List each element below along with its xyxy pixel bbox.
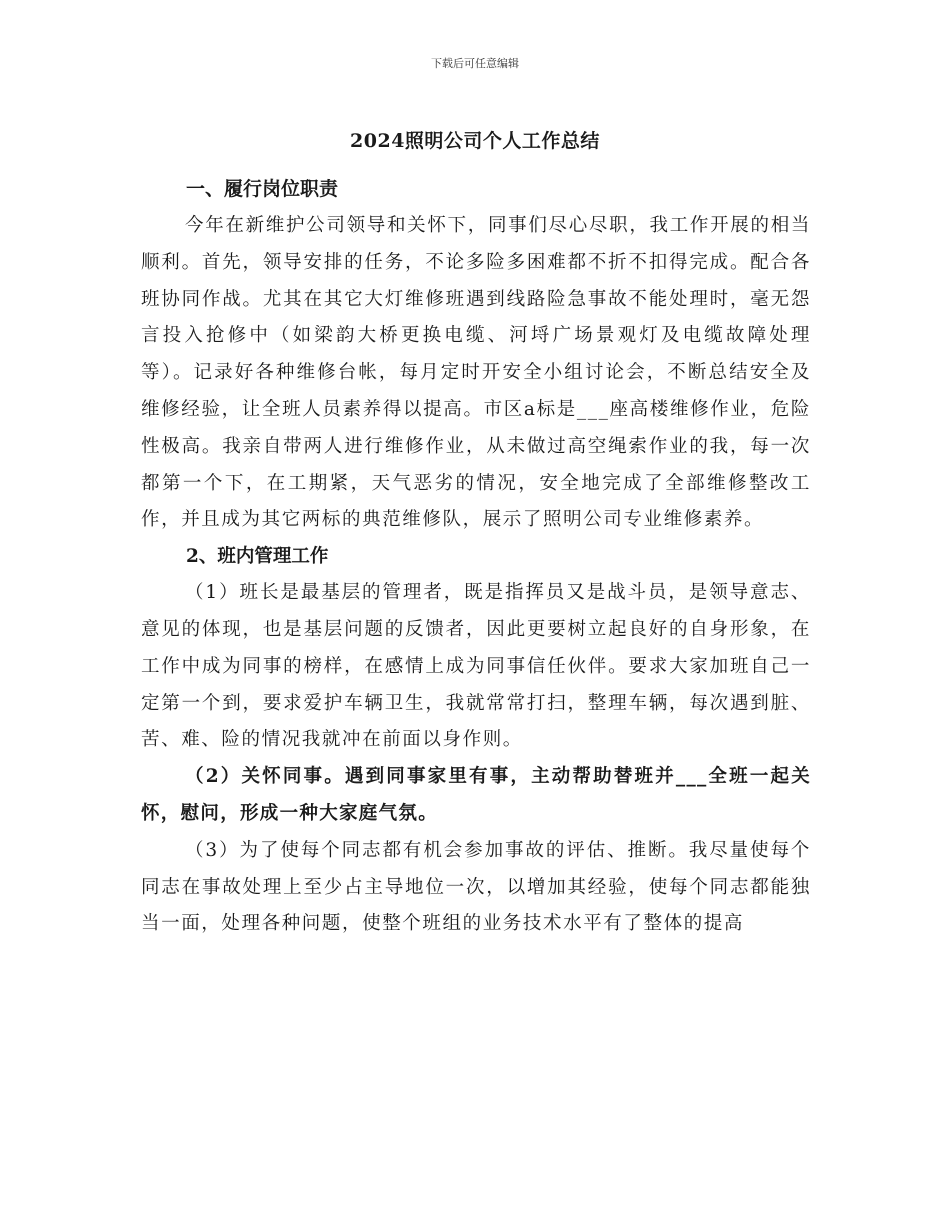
section1-heading: 一、履行岗位职责 — [186, 178, 339, 200]
section1-paragraph: 今年在新维护公司领导和关怀下，同事们尽心尽职，我工作开展的相当顺利。首先，领导安排的任务，不论多险多困难都不折不扣得完成。配合各班协同作战。尤其在其它大灯维修班遇到线路险急事故不能处理时，毫无怨言投入抢修中（如梁韵大桥更换电缆、河埒广场景观灯及电缆故障处理等）。记录好各种维修台帐，每月定时开安全小组讨论会，不断总结安全及维修经验，让全班人员素养得以提高。市区a标是___座高楼维修作业，危险性极高。我亲自带两人进行维修作业，从未做过高空绳索作业的我，每一次都第一个下，在工期紧，天气恶劣的情况，安全地完成了全部维修整改工作，并且成为其它两标的典范维修队，展示了照明公司专业维修素养。 — [141, 215, 811, 531]
section2-item-3: （3）为了使每个同志都有机会参加事故的评估、推断。我尽量使每个同志在事故处理上至少占主导地位一次，以增加其经验，使每个同志都能独当一面，处理各种问题，使整个班组的业务技术水平有了整体的提高 — [141, 839, 811, 935]
header-note: 下载后可任意编辑 — [431, 57, 519, 70]
page-title: 2024照明公司个人工作总结 — [350, 130, 600, 152]
document-body — [141, 172, 811, 943]
section2-item-2: （2）关怀同事。遇到同事家里有事，主动帮助替班并___全班一起关怀，慰问，形成一种大家庭气氛。 — [141, 766, 811, 824]
section2-item-1: （1）班长是最基层的管理者，既是指挥员又是战斗员，是领导意志、意见的体现，也是基层问题的反馈者，因此更要树立起良好的自身形象，在工作中成为同事的榜样，在感情上成为同事信任伙伴。要求大家加班自己一定第一个到，要求爱护车辆卫生，我就常常打扫，整理车辆，每次遇到脏、苦、难、险的情况我就冲在前面以身作则。 — [141, 582, 811, 751]
section2-heading: 2、班内管理工作 — [186, 546, 329, 568]
